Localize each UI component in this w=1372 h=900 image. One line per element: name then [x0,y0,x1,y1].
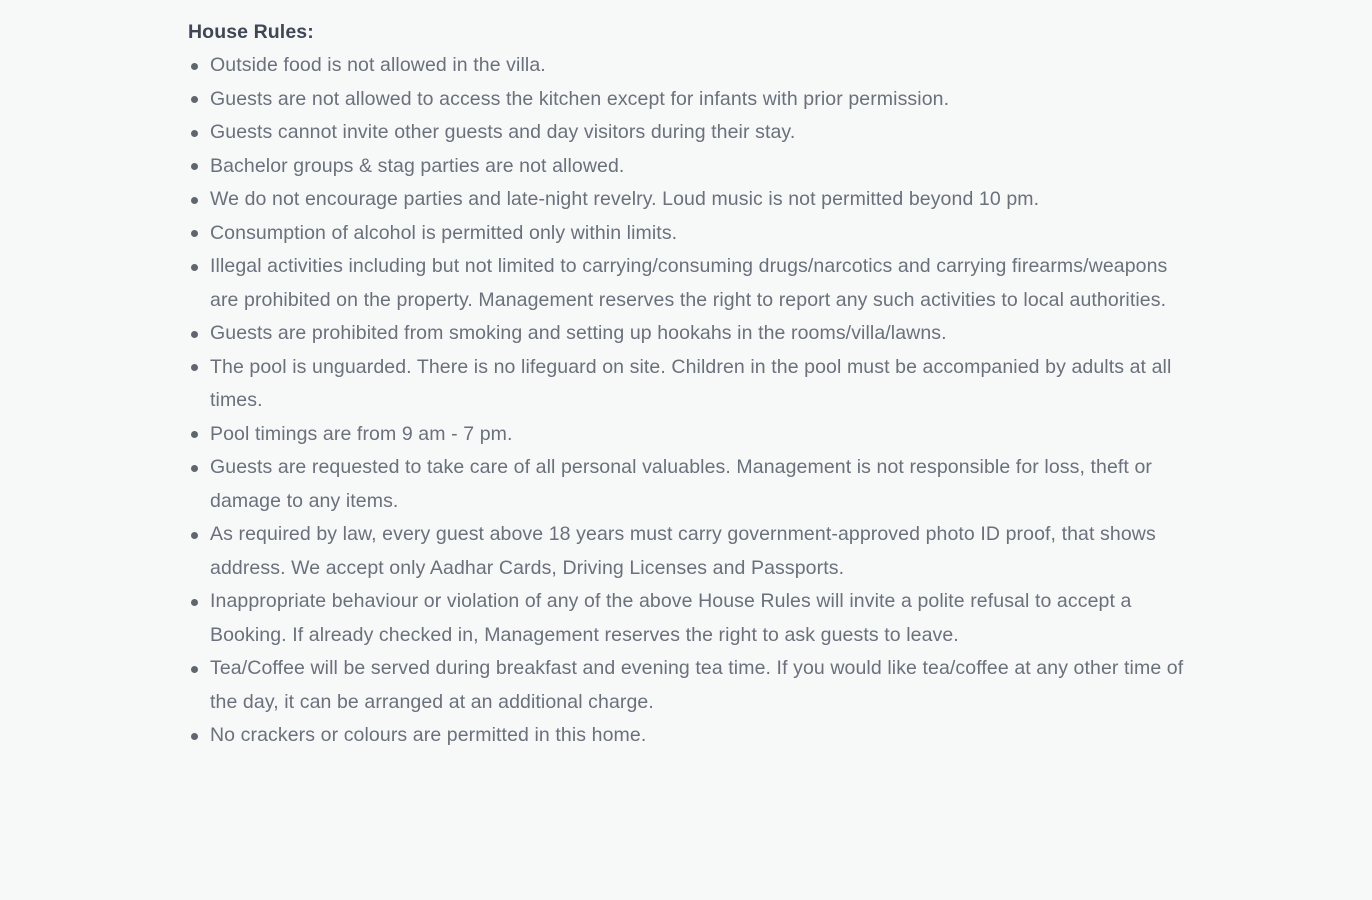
list-item [188,116,1194,150]
list-item [188,451,1194,518]
rule-text: Tea/Coffee will be served during breakfast and evening tea time. If you would like tea/coffee at any other time of the day, it can be arranged at an additional charge. [210,657,1184,713]
list-item [188,418,1194,452]
bullet-icon [191,130,198,137]
bullet-icon [191,230,198,237]
list-item [188,83,1194,117]
rule-text: We do not encourage parties and late-night revelry. Loud music is not permitted beyond 10 pm. [210,188,1040,210]
rule-text: As required by law, every guest above 18 years must carry government-approved photo ID proof, that shows address. We accept only Aadhar Cards, Driving Licenses and Passports. [210,523,1156,579]
bullet-icon [191,465,198,472]
house-rules-heading: House Rules: [188,21,314,43]
bullet-icon [191,431,198,438]
rule-text: No crackers or colours are permitted in this home. [210,724,647,746]
rule-text: Outside food is not allowed in the villa. [210,54,546,76]
list-item [188,585,1194,652]
bullet-icon [191,599,198,606]
list-item [188,351,1194,418]
bullet-icon [191,331,198,338]
rule-text: Bachelor groups & stag parties are not allowed. [210,154,625,177]
list-item [188,652,1194,719]
list-item [188,183,1194,217]
rule-text: Illegal activities including but not limited to carrying/consuming drugs/narcotics and carrying firearms/weapons are prohibited on the property. Management reserves the right to report any such activities to local authorities. [210,255,1168,311]
rule-text: Inappropriate behaviour or violation of any of the above House Rules will invite a polite refusal to accept a Booking. If already checked in, Management reserves the right to ask guests to leave. [210,590,1132,646]
bullet-icon [191,733,198,740]
bullet-icon [191,666,198,673]
rule-text: Guests are prohibited from smoking and setting up hookahs in the rooms/villa/lawns. [210,322,947,344]
bullet-icon [191,197,198,204]
list-item [188,317,1194,351]
bullet-icon [191,96,198,103]
list-item [188,217,1194,251]
list-item [188,150,1194,184]
list-item [188,719,1194,753]
rule-text: Guests are not allowed to access the kitchen except for infants with prior permission. [210,87,950,110]
rule-text: Guests are requested to take care of all personal valuables. Management is not responsible for loss, theft or damage to any items. [210,456,1152,512]
house-rules-list [188,49,1194,753]
bullet-icon [191,532,198,539]
rule-text: Guests cannot invite other guests and day visitors during their stay. [210,121,796,143]
list-item [188,49,1194,83]
rule-text: The pool is unguarded. There is no lifeguard on site. Children in the pool must be accompanied by adults at all times. [210,355,1172,411]
bullet-icon [191,264,198,271]
bullet-icon [191,63,198,70]
bullet-icon [191,163,198,170]
list-item [188,250,1194,317]
rule-text: Consumption of alcohol is permitted only within limits. [210,221,678,244]
rule-text: Pool timings are from 9 am - 7 pm. [210,422,513,445]
list-item [188,518,1194,585]
bullet-icon [191,364,198,371]
